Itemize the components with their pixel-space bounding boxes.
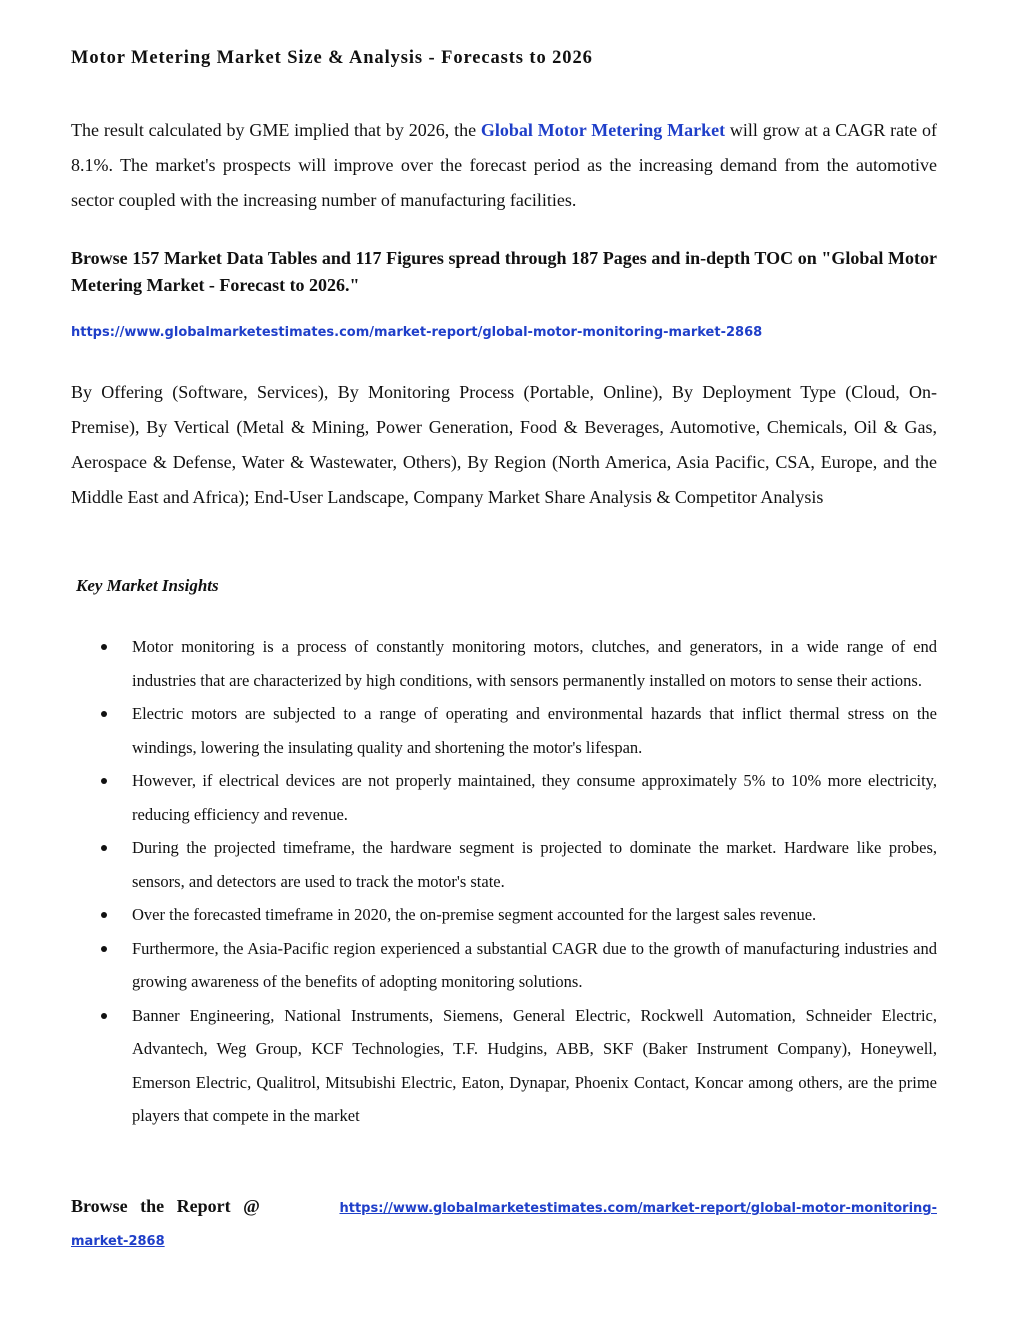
page-title: Motor Metering Market Size & Analysis - Forecasts to 2026 [71,48,593,68]
list-item [71,630,937,697]
insight-text: Furthermore, the Asia-Pacific region experienced a substantial CAGR due to the growth of manufacturing industries and growing awareness of the benefits of adopting monitoring solutions. [132,938,937,991]
browse-report-section [71,1189,937,1259]
browse-report-link[interactable]: https://www.globalmarketestimates.com/market-report/global-motor-monitoring- [339,1201,937,1216]
list-item [71,697,937,764]
segmentation-paragraph: By Offering (Software, Services), By Monitoring Process (Portable, Online), By Deployment Type (Cloud, On-Premise), By Vertical (Metal & Mining, Power Generation, Food & Beverages, Automotive, Chemicals, Oil & Gas, Aerospace & Defense, Water & Wastewater, Others), By Region (North America, Asia Pacific, CSA, Europe, and the Middle East and Africa); End-User Landscape, Company Market Share Analysis & Competitor Analysis [71,382,937,507]
insights-list [71,630,937,1133]
key-insights-heading: Key Market Insights [76,576,219,595]
insight-text: Electric motors are subjected to a range of operating and environmental hazards that inflict thermal stress on the windings, lowering the insulating quality and shortening the motor's lifespan. [132,704,937,757]
bullet-icon [101,1013,107,1019]
insight-text: During the projected timeframe, the hardware segment is projected to dominate the market. Hardware like probes, sensors, and detectors are used to track the motor's state. [132,838,937,891]
list-item [71,764,937,831]
report-link[interactable]: https://www.globalmarketestimates.com/market-report/global-motor-monitoring-market-2868 [71,325,763,340]
intro-paragraph [71,113,937,218]
bullet-icon [101,946,107,952]
bullet-icon [101,644,107,650]
bullet-icon [101,845,107,851]
browse-report-label: Browse the Report @ [71,1196,260,1216]
insight-text: Over the forecasted timeframe in 2020, the on-premise segment accounted for the largest sales revenue. [132,905,817,924]
insight-text: Banner Engineering, National Instruments, Siemens, General Electric, Rockwell Automation, Schneider Electric, Advantech, Weg Group, KCF Technologies, T.F. Hudgins, ABB, SKF (Baker Instrument Company), Honeywell, Emerson Electric, Qualitrol, Mitsubishi Electric, Eaton, Dynapar, Phoenix Contact, Koncar among others, are the prime players that compete in the market [132,1005,937,1125]
intro-text-after: will grow at a CAGR rate of 8.1%. The market's prospects will improve over the forecast period as the increasing demand from the automotive sector coupled with the increasing number of manufacturing facilities. [71,120,937,210]
list-item [71,831,937,898]
insight-text: Motor monitoring is a process of constantly monitoring motors, clutches, and generators, in a wide range of end industries that are characterized by high conditions, with sensors permanently installed on motors to sense their actions. [132,637,937,690]
list-item [71,999,937,1133]
market-name-highlight: Global Motor Metering Market [480,120,726,140]
intro-text-before: The result calculated by GME implied that by 2026, the [71,120,481,140]
browse-tables-paragraph: Browse 157 Market Data Tables and 117 Figures spread through 187 Pages and in-depth TOC on "Global Motor Metering Market - Forecast to 2026." [71,248,937,295]
list-item [71,932,937,999]
bullet-icon [101,711,107,717]
bullet-icon [101,912,107,918]
browse-report-link-continued[interactable]: market-2868 [71,1234,165,1249]
bullet-icon [101,778,107,784]
insight-text: However, if electrical devices are not properly maintained, they consume approximately 5% to 10% more electricity, reducing efficiency and revenue. [132,771,937,824]
list-item [71,898,937,932]
